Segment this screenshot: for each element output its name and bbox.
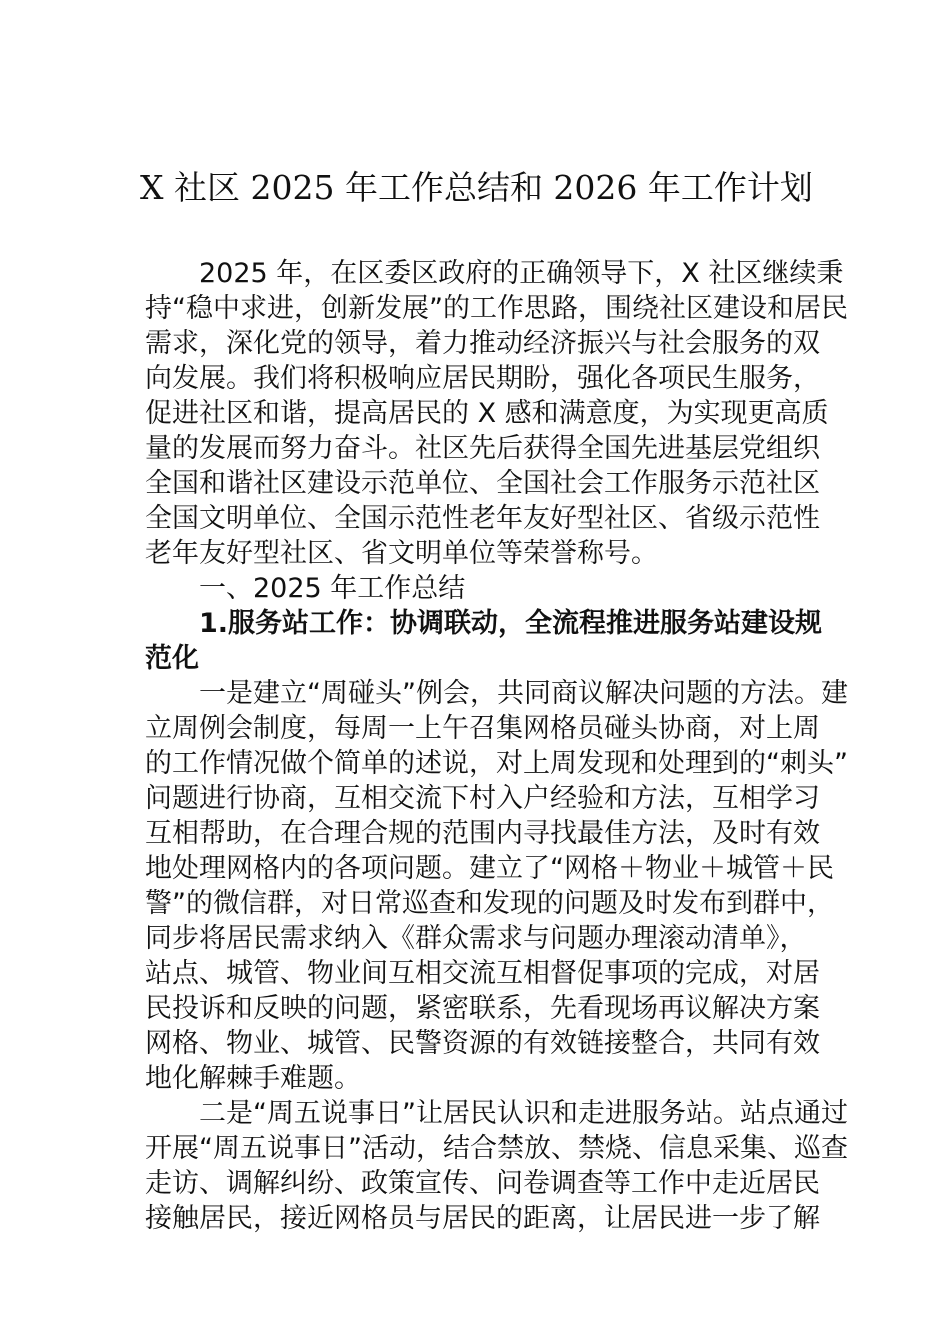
paragraph-two bbox=[145, 1096, 848, 1236]
text-line: 需求，深化党的领导，着力推动经济振兴与社会服务的双 bbox=[145, 328, 820, 359]
text-line: 同步将居民需求纳入《群众需求与问题办理滚动清单》， bbox=[145, 923, 807, 954]
text-line: 持“稳中求进，创新发展”的工作思路，围绕社区建设和居民 bbox=[145, 293, 848, 324]
text-line: 1.服务站工作：协调联动，全流程推进服务站建设规 bbox=[199, 608, 823, 639]
document-page bbox=[140, 163, 848, 1236]
intro-paragraph bbox=[145, 256, 848, 571]
text-line: 问题进行协商，互相交流下村入户经验和方法，互相学习 bbox=[145, 783, 820, 814]
text-line: 警”的微信群，对日常巡查和发现的问题及时发布到群中， bbox=[145, 888, 834, 919]
text-line: 民投诉和反映的问题，紧密联系，先看现场再议解决方案 bbox=[145, 993, 820, 1024]
text-line: 走访、调解纠纷、政策宣传、问卷调查等工作中走近居民 bbox=[145, 1168, 820, 1199]
text-line: 互相帮助，在合理合规的范围内寻找最佳方法，及时有效 bbox=[145, 818, 820, 849]
section-heading: 一、2025 年工作总结 bbox=[199, 573, 466, 604]
text-line: 地处理网格内的各项问题。建立了“网格＋物业＋城管＋民 bbox=[145, 853, 834, 884]
text-line: 网格、物业、城管、民警资源的有效链接整合，共同有效 bbox=[145, 1028, 820, 1059]
text-line: 全国文明单位、全国示范性老年友好型社区、省级示范性 bbox=[145, 503, 820, 534]
text-line: 全国和谐社区建设示范单位、全国社会工作服务示范社区 bbox=[145, 468, 820, 499]
text-line: 的工作情况做个简单的述说，对上周发现和处理到的“刺头” bbox=[145, 748, 848, 779]
text-line: 开展“周五说事日”活动，结合禁放、禁烧、信息采集、巡查 bbox=[145, 1133, 848, 1164]
text-line: 地化解棘手难题。 bbox=[145, 1063, 361, 1094]
subsection-heading bbox=[145, 606, 823, 676]
text-line: 立周例会制度，每周一上午召集网格员碰头协商，对上周 bbox=[145, 713, 820, 744]
text-line: 量的发展而努力奋斗。社区先后获得全国先进基层党组织 bbox=[145, 433, 820, 464]
text-line: 接触居民，接近网格员与居民的距离，让居民进一步了解 bbox=[145, 1203, 820, 1234]
text-line: 向发展。我们将积极响应居民期盼，强化各项民生服务， bbox=[145, 363, 820, 394]
document-body bbox=[145, 256, 848, 1236]
text-line: 站点、城管、物业间互相交流互相督促事项的完成，对居 bbox=[145, 958, 820, 989]
paragraph-one bbox=[145, 676, 848, 1096]
text-line: 促进社区和谐，提高居民的 X 感和满意度，为实现更高质 bbox=[145, 398, 829, 429]
text-line: 范化 bbox=[145, 643, 199, 674]
text-line: 2025 年，在区委区政府的正确领导下，X 社区继续秉 bbox=[199, 258, 844, 289]
text-line: 二是“周五说事日”让居民认识和走进服务站。站点通过 bbox=[199, 1098, 848, 1129]
text-line: 老年友好型社区、省文明单位等荣誉称号。 bbox=[145, 538, 658, 569]
document-title: X 社区 2025 年工作总结和 2026 年工作计划 bbox=[140, 168, 813, 207]
text-line: 一是建立“周碰头”例会，共同商议解决问题的方法。建 bbox=[199, 678, 848, 709]
